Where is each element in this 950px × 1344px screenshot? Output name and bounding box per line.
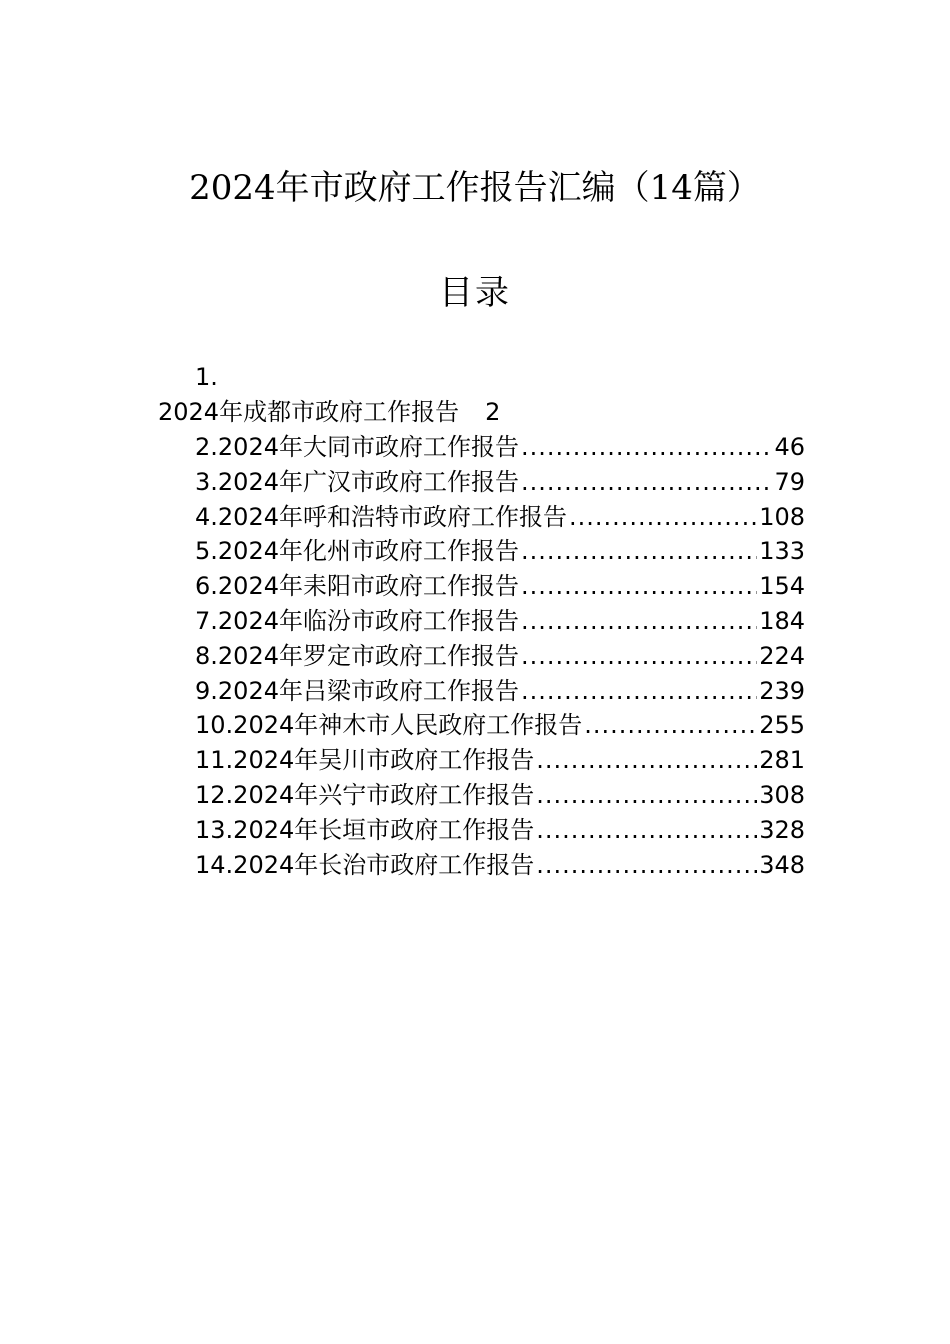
toc-entry-page: 281 [759,746,805,775]
toc-entry[interactable] [195,813,805,848]
toc-entry[interactable] [195,465,805,500]
dot-leader [521,430,772,464]
toc-entry-label: 3.2024年广汉市政府工作报告 [195,467,519,496]
dot-leader [569,500,757,534]
toc-entry[interactable] [195,708,805,743]
toc-entry-1[interactable] [158,397,500,427]
toc-entry-1-number[interactable]: 1. [195,363,218,391]
dot-leader [521,569,757,603]
toc-entry[interactable] [195,604,805,639]
toc-entry-label: 12.2024年兴宁市政府工作报告 [195,780,535,809]
toc-entry-label: 9.2024年吕梁市政府工作报告 [195,676,519,705]
dot-leader [521,674,757,708]
toc-heading: 目录 [439,273,511,313]
toc-entry-label: 8.2024年罗定市政府工作报告 [195,641,519,670]
toc-entry[interactable] [195,674,805,709]
toc-entry-page: 184 [759,606,805,635]
toc-entry[interactable] [195,639,805,674]
document-title: 2024年市政府工作报告汇编（14篇） [189,168,761,208]
toc-entry-page: 46 [774,433,805,461]
toc-entry-label: 2.2024年大同市政府工作报告 [195,433,519,461]
toc-entry-page: 133 [759,537,805,566]
toc-entry-page: 348 [759,850,805,879]
dot-leader [521,465,772,499]
toc-entry[interactable] [195,500,805,535]
toc-entry-label: 6.2024年耒阳市政府工作报告 [195,572,519,601]
toc-entry-label: 13.2024年长垣市政府工作报告 [195,815,535,844]
toc-entry[interactable] [195,569,805,604]
toc-entry-label: 10.2024年神木市人民政府工作报告 [195,711,583,740]
dot-leader [521,534,757,568]
toc-entry-page: 239 [759,676,805,705]
toc-list [195,430,805,882]
toc-entry-page: 154 [759,572,805,601]
toc-entry-label: 4.2024年呼和浩特市政府工作报告 [195,502,567,531]
dot-leader [536,848,757,882]
dot-leader [536,813,757,847]
toc-entry-page: 108 [759,502,805,531]
toc-entry[interactable] [195,848,805,883]
toc-entry-page: 308 [759,780,805,809]
toc-entry[interactable] [195,430,805,465]
toc-entry-label: 14.2024年长治市政府工作报告 [195,850,535,879]
toc-entry-label: 5.2024年化州市政府工作报告 [195,537,519,566]
toc-entry-page: 79 [774,467,805,496]
toc-entry-page: 255 [759,711,805,740]
dot-leader [521,604,757,638]
toc-entry-label: 2024年成都市政府工作报告 [158,398,460,426]
toc-entry-page: 224 [759,641,805,670]
dot-leader [536,743,757,777]
toc-entry[interactable] [195,743,805,778]
toc-entry[interactable] [195,778,805,813]
toc-entry[interactable] [195,534,805,569]
toc-entry-label: 11.2024年吴川市政府工作报告 [195,746,535,775]
dot-leader [536,778,757,812]
toc-entry-label: 7.2024年临汾市政府工作报告 [195,606,519,635]
toc-entry-page: 328 [759,815,805,844]
toc-entry-page: 2 [485,398,501,426]
dot-leader [584,708,757,742]
dot-leader [521,639,757,673]
